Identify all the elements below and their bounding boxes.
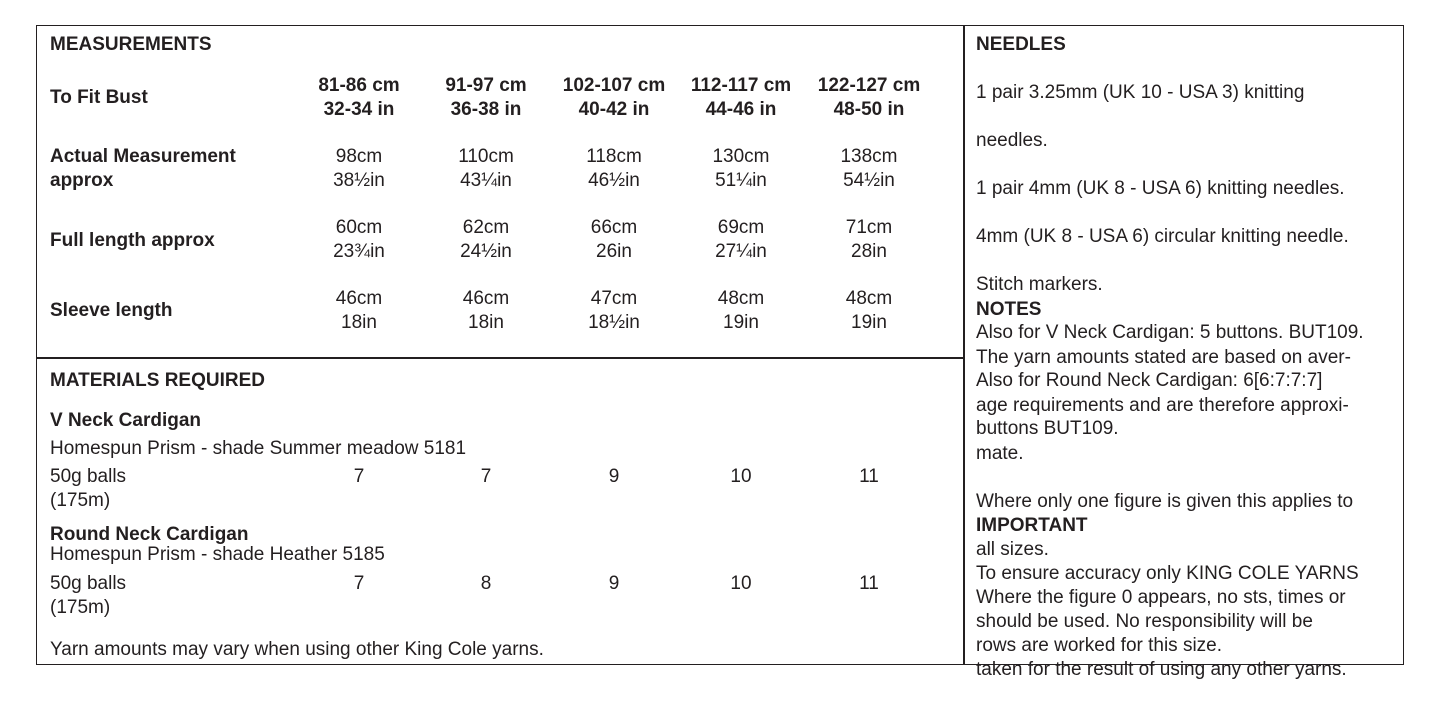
round-neck-balls-value: 9	[608, 573, 620, 594]
bust-size-2: 91-97 cm 36-38 in	[445, 75, 527, 120]
full-length-cell: 66cm 26in	[590, 217, 638, 262]
round-neck-title: Round Neck Cardigan	[50, 524, 249, 545]
full-length-cell: 60cm 23¾in	[333, 217, 385, 262]
bust-size-4: 112-117 cm 44-46 in	[690, 75, 792, 120]
v-neck-balls-value: 7	[480, 466, 492, 487]
actual-measurement-cell: 118cm 46½in	[586, 146, 642, 191]
round-neck-balls-value: 11	[859, 573, 879, 594]
full-length-label: Full length approx	[50, 230, 215, 251]
important-text: To ensure accuracy only KING COLE YARNS should be used. No responsibility will be taken for the result of using any other yarns.	[976, 563, 1359, 680]
sleeve-length-cell: 46cm 18in	[462, 288, 510, 333]
round-neck-shade: Homespun Prism - shade Heather 5185	[50, 544, 385, 565]
v-neck-shade: Homespun Prism - shade Summer meadow 5181	[50, 438, 467, 459]
materials-footer-note: Yarn amounts may vary when using other King Cole yarns.	[50, 639, 544, 660]
column-divider	[963, 25, 965, 665]
actual-measurement-label: Actual Measurement approx	[50, 146, 236, 191]
sleeve-length-cell: 46cm 18in	[335, 288, 383, 333]
round-neck-balls-value: 7	[353, 573, 365, 594]
bust-size-1: 81-86 cm 32-34 in	[318, 75, 400, 120]
round-neck-balls-value: 10	[730, 573, 752, 594]
v-neck-balls-value: 7	[353, 466, 365, 487]
materials-heading: MATERIALS REQUIRED	[50, 370, 265, 391]
sleeve-length-cell: 48cm 19in	[717, 288, 765, 333]
sleeve-length-cell: 47cm 18½in	[588, 288, 640, 333]
sleeve-length-cell: 48cm 19in	[845, 288, 893, 333]
bust-size-5: 122-127 cm 48-50 in	[817, 75, 921, 120]
needles-heading: NEEDLES	[976, 34, 1066, 55]
notes-heading: NOTES	[976, 299, 1042, 320]
bust-size-3: 102-107 cm 40-42 in	[562, 75, 666, 120]
sleeve-length-label: Sleeve length	[50, 300, 173, 321]
v-neck-title: V Neck Cardigan	[50, 410, 201, 431]
actual-measurement-cell: 138cm 54½in	[840, 146, 898, 191]
actual-measurement-cell: 110cm 43¼in	[458, 146, 514, 191]
measurements-heading: MEASUREMENTS	[50, 34, 212, 55]
notes-list: The yarn amounts stated are based on aver- age requirements and are therefore approxi- mate. Where only one figure is given this applies to all sizes. Where the figure 0 appears, no sts, times or rows are worked for this size.	[976, 347, 1354, 656]
full-length-cell: 69cm 27¼in	[715, 217, 767, 262]
v-neck-balls-value: 9	[608, 466, 620, 487]
full-length-cell: 71cm 28in	[845, 217, 893, 262]
v-neck-balls-value: 10	[730, 466, 752, 487]
round-neck-balls-value: 8	[480, 573, 492, 594]
round-neck-balls-label: 50g balls (175m)	[50, 573, 127, 618]
full-length-cell: 62cm 24½in	[460, 217, 512, 262]
v-neck-balls-label: 50g balls (175m)	[50, 466, 127, 511]
important-heading: IMPORTANT	[976, 515, 1088, 536]
section-divider	[36, 357, 964, 359]
actual-measurement-cell: 98cm 38½in	[333, 146, 385, 191]
actual-measurement-cell: 130cm 51¼in	[712, 146, 770, 191]
v-neck-balls-value: 11	[859, 466, 879, 487]
needles-list: 1 pair 3.25mm (UK 10 - USA 3) knitting needles. 1 pair 4mm (UK 8 - USA 6) knitting needles. 4mm (UK 8 - USA 6) circular knitting needle. Stitch markers. Also for V Neck Cardigan: 5 buttons. BUT109. Also for Round Neck Cardigan: 6[6:7:7:7] buttons BUT109.	[976, 82, 1364, 439]
to-fit-bust-label: To Fit Bust	[50, 87, 148, 108]
